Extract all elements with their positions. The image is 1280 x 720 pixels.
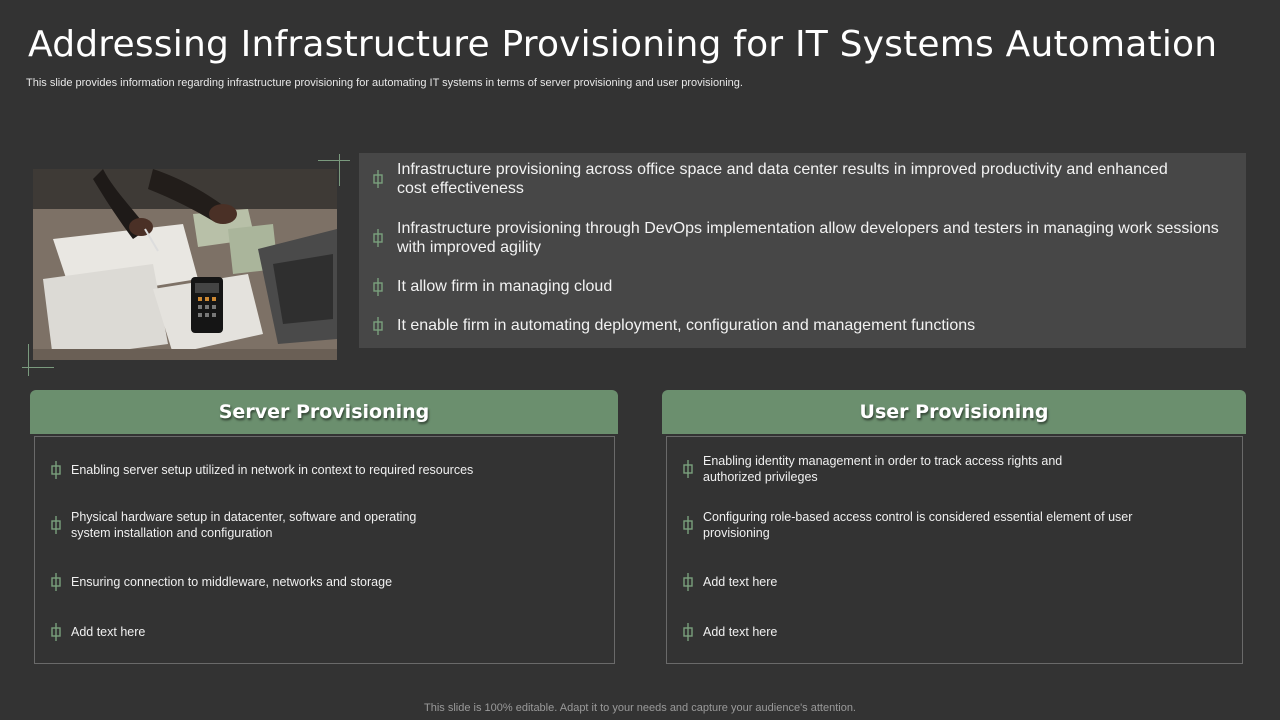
list-item — [35, 509, 451, 541]
corner-line — [318, 160, 350, 161]
key-point-text: It enable firm in automating deployment, configuration and management functions — [397, 317, 976, 334]
bullet-icon — [371, 317, 385, 335]
list-item-text: Enabling server setup utilized in network in context to required resources — [71, 463, 474, 477]
server-provisioning-header: Server Provisioning — [30, 390, 618, 434]
list-item — [667, 509, 1143, 541]
key-point — [359, 219, 1227, 257]
key-point — [359, 160, 1187, 198]
key-point — [359, 277, 612, 296]
list-item — [667, 453, 1103, 485]
key-point-text: Infrastructure provisioning across office space and data center results in improved productivity and enhanced cost effectiveness — [397, 161, 1168, 197]
list-item-text: Add text here — [703, 575, 778, 589]
list-item-text: Add text here — [703, 625, 778, 639]
desk-photo — [33, 169, 337, 360]
bullet-icon — [49, 573, 63, 591]
corner-line — [28, 344, 29, 376]
footer-note: This slide is 100% editable. Adapt it to your needs and capture your audience's attention. — [424, 702, 856, 714]
corner-line — [339, 154, 340, 186]
desk-photo-image — [33, 169, 337, 360]
bullet-icon — [371, 170, 385, 188]
key-point — [359, 316, 975, 335]
slide-subtitle: This slide provides information regarding infrastructure provisioning for automating IT systems in terms of server provisioning and user provisioning. — [26, 77, 743, 89]
bullet-icon — [681, 573, 695, 591]
list-item — [667, 573, 777, 591]
list-item — [35, 623, 145, 641]
list-item-text: Add text here — [71, 625, 146, 639]
key-points-box — [359, 153, 1246, 348]
list-item — [35, 573, 392, 591]
bullet-icon — [371, 229, 385, 247]
list-item — [667, 623, 777, 641]
user-provisioning-panel — [666, 436, 1243, 664]
bullet-icon — [681, 623, 695, 641]
bullet-icon — [681, 460, 695, 478]
slide-title: Addressing Infrastructure Provisioning for IT Systems Automation — [28, 24, 1218, 65]
key-point-text: Infrastructure provisioning through DevOps implementation allow developers and testers in managing work sessions with improved agility — [397, 220, 1219, 256]
key-point-text: It allow firm in managing cloud — [397, 278, 613, 295]
bullet-icon — [49, 623, 63, 641]
bullet-icon — [49, 461, 63, 479]
list-item-text: Ensuring connection to middleware, networks and storage — [71, 575, 393, 589]
bullet-icon — [371, 278, 385, 296]
list-item-text: Enabling identity management in order to track access rights and authorized privileges — [703, 454, 1063, 484]
list-item-text: Configuring role-based access control is considered essential element of user provisioning — [703, 510, 1133, 540]
corner-line — [22, 367, 54, 368]
list-item — [35, 461, 473, 479]
server-provisioning-panel — [34, 436, 615, 664]
bullet-icon — [681, 516, 695, 534]
bullet-icon — [49, 516, 63, 534]
user-provisioning-header: User Provisioning — [662, 390, 1246, 434]
list-item-text: Physical hardware setup in datacenter, software and operating system installation and configuration — [71, 510, 417, 540]
